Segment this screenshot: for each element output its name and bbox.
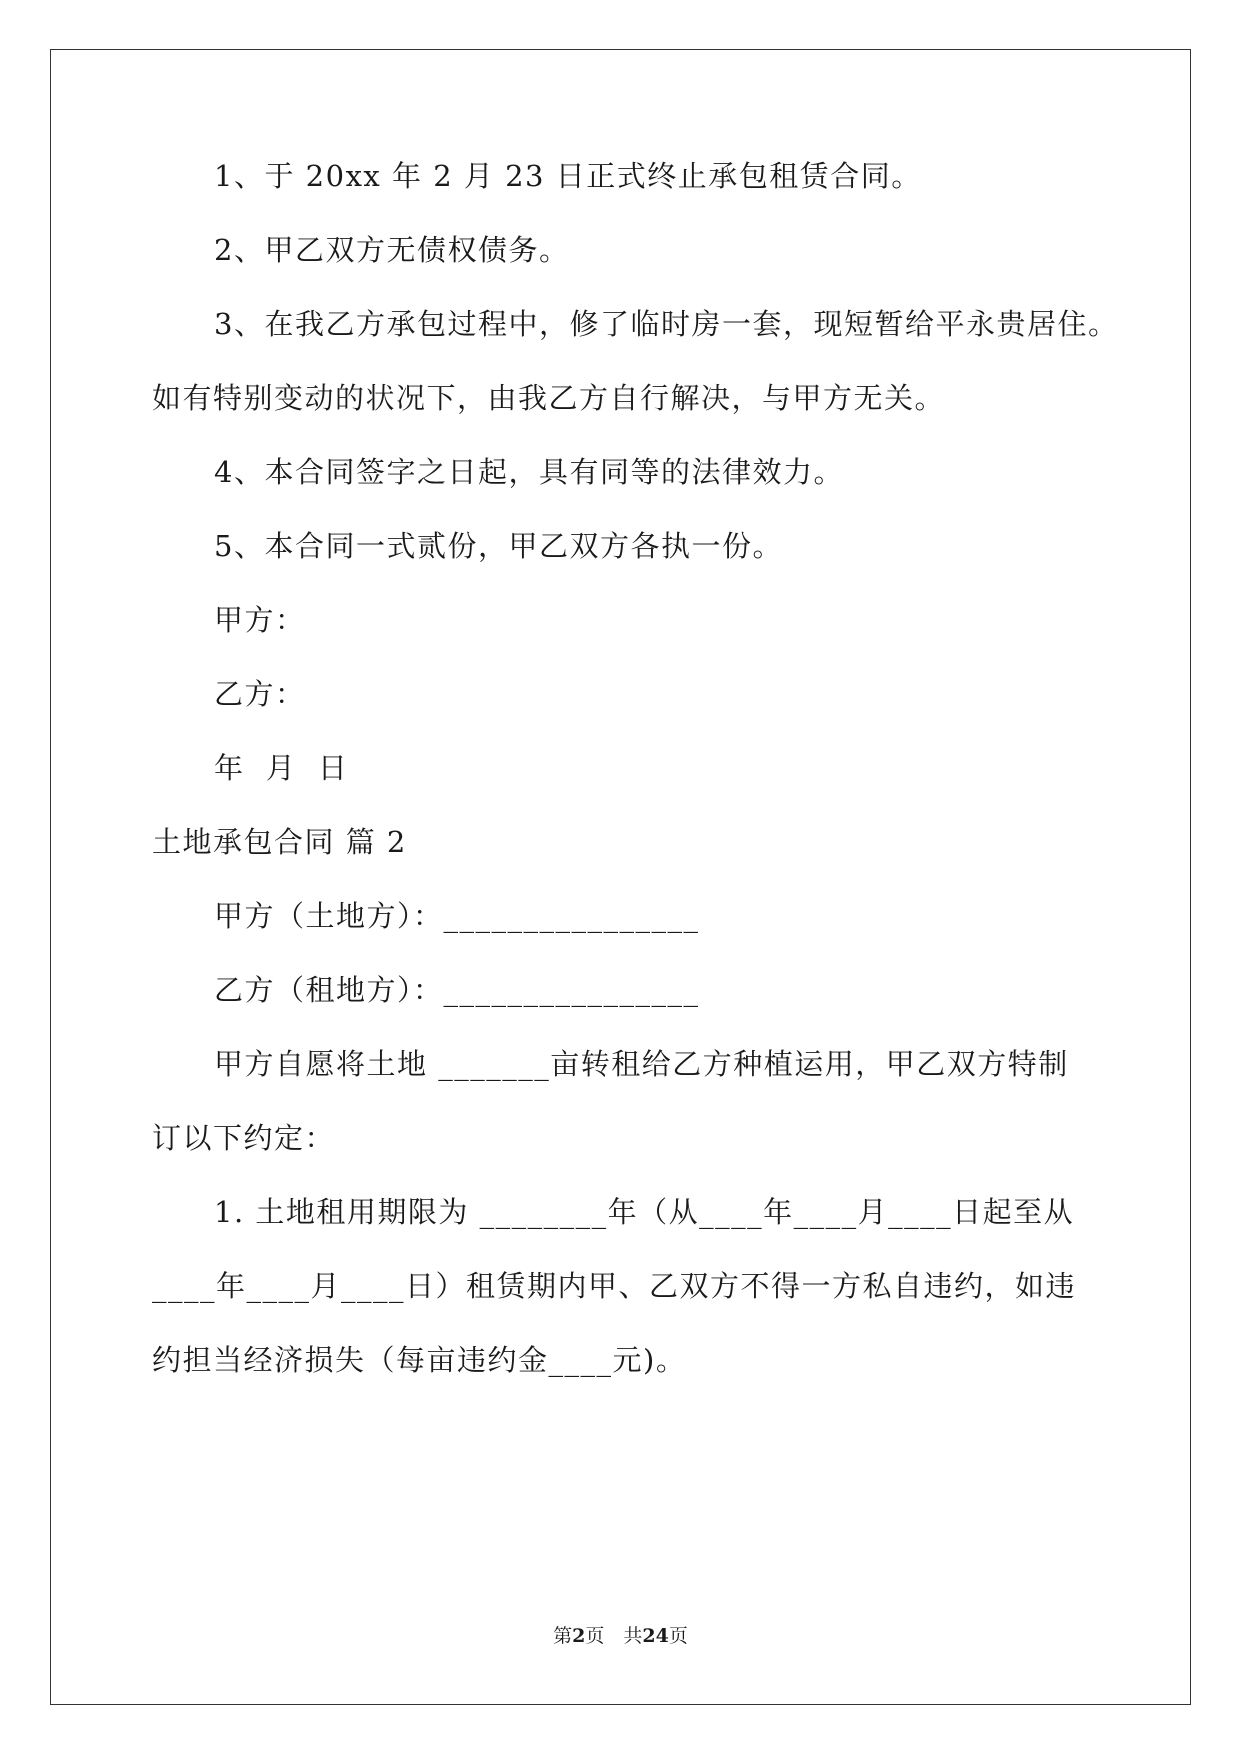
footer-suffix: 页 — [668, 1625, 688, 1647]
footer-page-number: 2 — [572, 1625, 586, 1647]
section-heading: 土地承包合同 篇 2 — [152, 825, 407, 859]
clause-5: 5、本合同一式贰份，甲乙双方各执一份。 — [214, 529, 783, 563]
party-b-signature: 乙方： — [214, 677, 306, 711]
footer-prefix: 第 — [553, 1625, 573, 1647]
clause-4: 4、本合同签字之日起，具有同等的法律效力。 — [214, 455, 844, 489]
page-frame — [50, 49, 1191, 1705]
clause-3-continued: 如有特别变动的状况下，由我乙方自行解决，与甲方无关。 — [152, 381, 946, 415]
signature-date: 年 月 日 — [214, 751, 349, 785]
term-clause: 1. 土地租用期限为 ________年（从____年____月____日起至从 — [214, 1195, 1075, 1229]
party-a-signature: 甲方： — [214, 603, 306, 637]
clause-3: 3、在我乙方承包过程中，修了临时房一套，现短暂给平永贵居住。 — [214, 307, 1119, 341]
page-footer — [0, 1624, 1241, 1648]
clause-1: 1、于 20xx 年 2 月 23 日正式终止承包租赁合同。 — [214, 159, 922, 193]
term-clause-continued: ____年____月____日）租赁期内甲、乙双方不得一方私自违约，如违 — [152, 1269, 1077, 1303]
party-a-land-owner: 甲方（土地方）：________________ — [214, 899, 700, 933]
clause-2: 2、甲乙双方无债权债务。 — [214, 233, 570, 267]
preamble-continued: 订以下约定： — [152, 1121, 336, 1155]
footer-mid: 页 共 — [585, 1625, 643, 1647]
party-b-tenant: 乙方（租地方）：________________ — [214, 973, 700, 1007]
preamble: 甲方自愿将土地 _______亩转租给乙方种植运用，甲乙双方特制 — [214, 1047, 1069, 1081]
footer-total-pages: 24 — [642, 1625, 669, 1647]
term-clause-penalty: 约担当经济损失（每亩违约金____元)。 — [152, 1343, 687, 1377]
